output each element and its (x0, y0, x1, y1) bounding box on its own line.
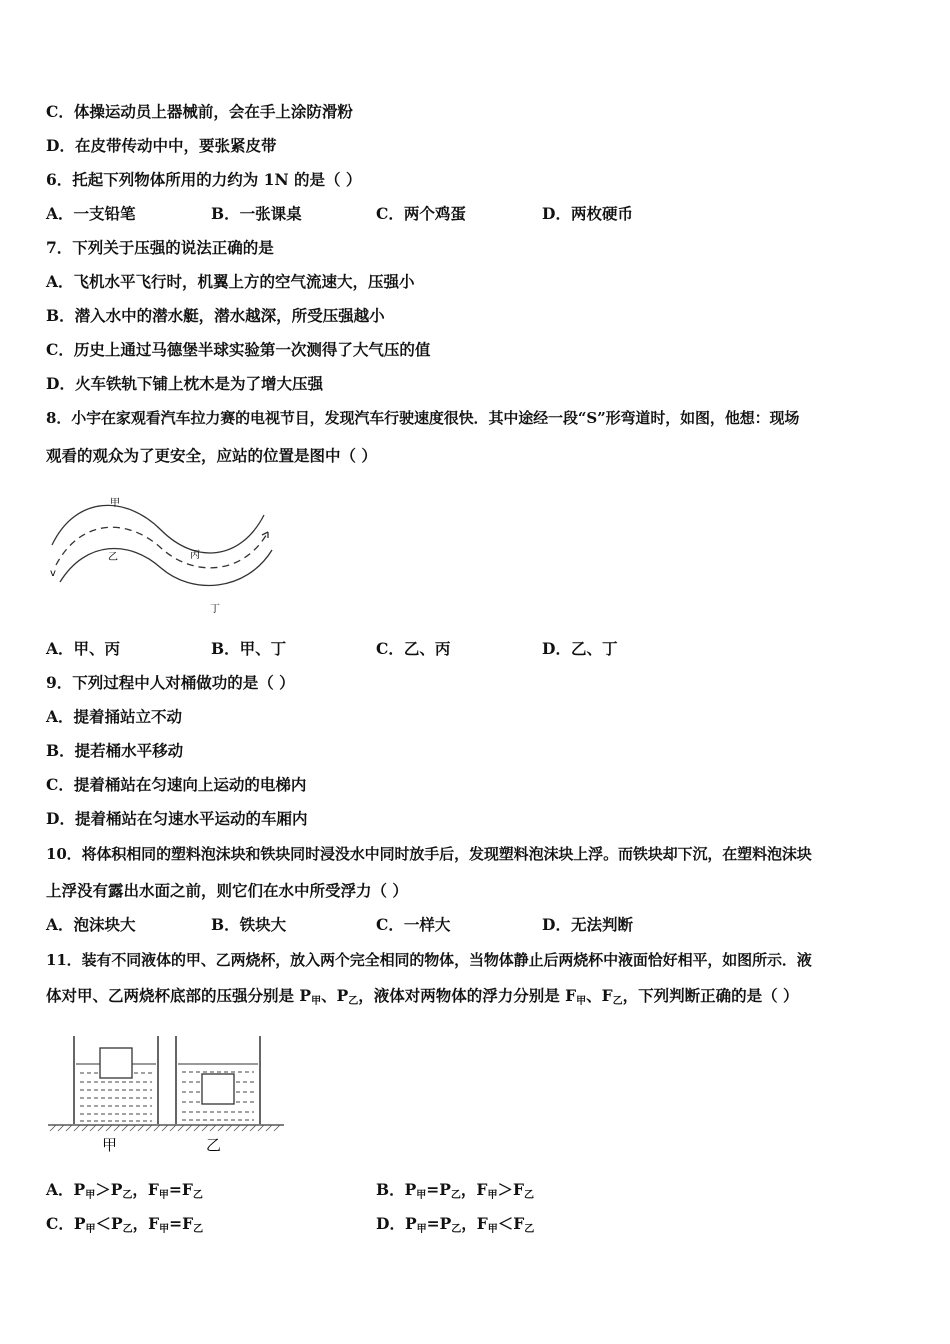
q9-option-a: A．提着捅站立不动 (46, 707, 183, 726)
q11-option-d: D．P甲=P乙，F甲＜F乙 (376, 1214, 535, 1235)
q10-option-c: C．一样大 (376, 915, 451, 934)
label-v: v (50, 568, 56, 579)
q5-option-d: D．在皮带传动中中，要张紧皮带 (46, 136, 277, 155)
q11-option-c: C．P甲＜P乙，F甲=F乙 (46, 1214, 204, 1235)
q6-option-b: B．一张课桌 (211, 204, 302, 223)
q11-stem-line2: 体对甲、乙两烧杯底部的压强分别是 P甲、P乙，液体对两物体的浮力分别是 F甲、F乙，下列判断正确的是（ ） (46, 986, 799, 1007)
q9-stem: 9．下列过程中人对桶做功的是（ ） (46, 673, 295, 692)
label-jia: 甲 (110, 498, 120, 509)
label-ding: 丁 (210, 604, 220, 615)
q8-option-c: C．乙、丙 (376, 639, 451, 658)
q7-option-c: C．历史上通过马德堡半球实验第一次测得了大气压的值 (46, 340, 431, 359)
label-jia: 甲 (102, 1136, 118, 1154)
q11-stem-line1: 11．装有不同液体的甲、乙两烧杯，放入两个完全相同的物体，当物体静止后两烧杯中液面恰好相平，如图所示．液 (46, 951, 812, 969)
q7-option-d: D．火车铁轨下铺上枕木是为了增大压强 (46, 374, 323, 393)
q7-option-b: B．潜入水中的潜水艇，潜水越深，所受压强越小 (46, 306, 385, 325)
q8-option-a: A．甲、丙 (46, 639, 121, 658)
q7-option-a: A．飞机水平飞行时，机翼上方的空气流速大，压强小 (46, 272, 415, 291)
q10-option-a: A．泡沫块大 (46, 915, 136, 934)
q8-option-d: D．乙、丁 (542, 639, 618, 658)
beaker-jia (74, 1036, 158, 1124)
q9-option-d: D．提着桶站在匀速水平运动的车厢内 (46, 809, 308, 828)
q6-option-a: A．一支铅笔 (46, 204, 136, 223)
label-yi: 乙 (108, 552, 118, 563)
q7-stem: 7．下列关于压强的说法正确的是 (46, 238, 274, 257)
road-inner-edge (60, 548, 272, 585)
q10-stem-line2: 上浮没有露出水面之前，则它们在水中所受浮力（ ） (46, 881, 408, 900)
ground-hatch (50, 1125, 280, 1131)
q6-option-d: D．两枚硬币 (542, 204, 633, 223)
beakers-figure (46, 1030, 291, 1160)
q10-stem-line1: 10．将体积相同的塑料泡沫块和铁块同时浸没水中同时放手后，发现塑料泡沫块上浮。而铁块却下沉，在塑料泡沫块 (46, 845, 812, 863)
beaker-yi (176, 1036, 260, 1124)
q10-option-b: B．铁块大 (211, 915, 287, 934)
q6-option-c: C．两个鸡蛋 (376, 204, 466, 223)
q8-stem-line2: 观看的观众为了更安全，应站的位置是图中（ ） (46, 446, 377, 465)
q8-option-b: B．甲、丁 (211, 639, 287, 658)
q8-stem-line1: 8．小宇在家观看汽车拉力赛的电视节目，发现汽车行驶速度很快．其中途经一段“S”形弯道时，如图，他想：现场 (46, 409, 800, 427)
q5-option-c: C．体操运动员上器械前，会在手上涂防滑粉 (46, 102, 353, 121)
q10-option-d: D．无法判断 (542, 915, 633, 934)
q9-option-b: B．提若桶水平移动 (46, 741, 184, 760)
q11-option-a: A．P甲＞P乙，F甲=F乙 (46, 1180, 203, 1201)
q11-option-b: B．P甲=P乙，F甲＞F乙 (376, 1180, 534, 1201)
road-center-dash (56, 527, 268, 568)
s-curve-road-figure (46, 490, 286, 620)
q6-stem: 6．托起下列物体所用的力约为 1N 的是（ ） (46, 170, 362, 189)
label-bing: 丙 (190, 550, 200, 561)
q9-option-c: C．提着桶站在匀速向上运动的电梯内 (46, 775, 307, 794)
label-yi: 乙 (206, 1136, 222, 1154)
